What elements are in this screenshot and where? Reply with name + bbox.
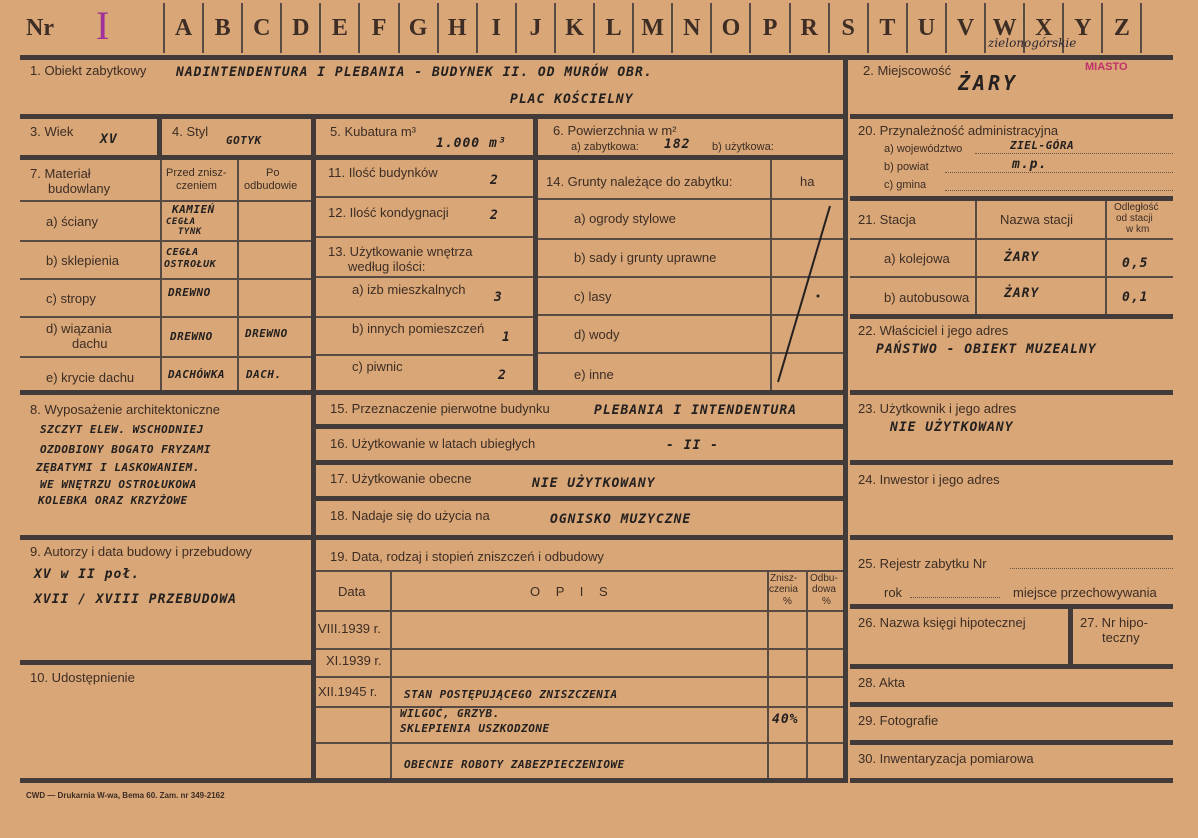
f4-label: 4. Styl <box>172 124 209 139</box>
rule <box>316 460 843 465</box>
f19-percent: 40% <box>772 712 799 727</box>
rule <box>316 316 533 318</box>
rule <box>20 778 843 783</box>
rule <box>850 535 1173 540</box>
dotted-line <box>1010 568 1173 569</box>
f7-walls-before2: CEGŁA <box>166 217 196 227</box>
f3-label: 3. Wiek <box>30 124 74 139</box>
f7-label1: 7. Materiał <box>30 166 91 181</box>
f9-line1: XV w II poł. <box>34 567 140 582</box>
f2-label: 2. Miejscowość <box>863 63 952 78</box>
rule <box>20 200 311 202</box>
dotted-line <box>910 597 1000 598</box>
f16-value: - II - <box>666 438 719 453</box>
f13-a-label: a) izb mieszkalnych <box>352 282 466 297</box>
f21-b-dist: 0,1 <box>1122 290 1149 305</box>
f11-label: 11. Ilość budynków <box>328 165 438 180</box>
rule <box>316 196 533 198</box>
f11-value: 2 <box>490 173 499 188</box>
f21-b-name: ŻARY <box>1004 286 1040 301</box>
f7-row-truss: d) wiązania <box>46 321 112 336</box>
f3-value: XV <box>100 132 118 147</box>
f14-a: a) ogrody stylowe <box>574 211 676 226</box>
f30-label: 30. Inwentaryzacja pomiarowa <box>858 751 1034 766</box>
letter-box-e: E <box>321 3 360 53</box>
f8-line5: KOLEBKA ORAZ KRZYŻOWE <box>38 494 188 507</box>
f20-label: 20. Przynależność administracyjna <box>858 123 1059 138</box>
f14-d: d) wody <box>574 327 620 342</box>
f19-opis1: STAN POSTĘPUJĄCEGO ZNISZCZENIA <box>404 688 618 701</box>
rule <box>163 3 165 53</box>
f7-truss-after: DREWNO <box>245 327 288 340</box>
rule <box>806 570 808 778</box>
nr-mark: I <box>96 3 110 48</box>
rule <box>316 276 533 278</box>
f19-col-o2: dowa <box>812 584 836 595</box>
letter-box-y: Y <box>1064 3 1103 53</box>
rule <box>20 316 311 318</box>
f8-line3: ZĘBATYMI I LASKOWANIEM. <box>36 461 200 474</box>
rule <box>850 702 1173 707</box>
f21-a-dist: 0,5 <box>1122 256 1149 271</box>
f29-label: 29. Fotografie <box>858 713 939 728</box>
f6-sub-b: b) użytkowa: <box>712 141 774 153</box>
f7-row-walls: a) ściany <box>46 214 99 229</box>
rule <box>1068 609 1073 664</box>
f27-label2: teczny <box>1102 630 1140 645</box>
f2-value: ŻARY <box>958 71 1019 95</box>
rule <box>843 55 848 783</box>
f7-vaults-before1: CEGŁA <box>166 247 199 258</box>
rule <box>316 610 843 612</box>
f21-col-dist2: od stacji <box>1116 213 1153 224</box>
f19-col-z1: Znisz- <box>770 573 798 584</box>
rule <box>850 114 1173 119</box>
f6-label: 6. Powierzchnia w m² <box>553 123 677 138</box>
f21-b-label: b) autobusowa <box>884 290 970 305</box>
dotted-line <box>945 172 1173 173</box>
f1-label: 1. Obiekt zabytkowy <box>30 63 147 78</box>
f7-walls-before1: KAMIEŃ <box>172 203 215 216</box>
f7-row-vaults: b) sklepienia <box>46 253 119 268</box>
f25-miejsce: miejsce przechowywania <box>1013 585 1157 600</box>
f7-ceilings-before1: DREWNO <box>168 286 211 299</box>
rule <box>157 114 162 160</box>
letter-box-w: W <box>986 3 1025 53</box>
rule <box>20 390 843 395</box>
rule <box>850 460 1173 465</box>
f22-label: 22. Właściciel i jego adres <box>858 323 1009 338</box>
f8-line2: OZDOBIONY BOGATO FRYZAMI <box>40 443 211 456</box>
letter-box-m: M <box>634 3 673 53</box>
f20-a-label: a) województwo <box>884 143 963 155</box>
letter-box-n: N <box>673 3 712 53</box>
letter-box-g: G <box>400 3 439 53</box>
f20-b-value: m.p. <box>1012 157 1048 172</box>
rule <box>850 314 1173 319</box>
f4-value: GOTYK <box>226 134 262 147</box>
rule <box>975 201 977 314</box>
f25-rok: rok <box>884 585 903 600</box>
rule <box>316 570 843 572</box>
letter-box-v: V <box>947 3 986 53</box>
f13-a-value: 3 <box>494 290 503 305</box>
f23-value: NIE UŻYTKOWANY <box>890 420 1014 435</box>
f27-label1: 27. Nr hipo- <box>1080 615 1148 630</box>
f13-label2: według ilości: <box>348 259 426 274</box>
letter-box-p: P <box>752 3 791 53</box>
letter-box-j: J <box>517 3 556 53</box>
f7-row-ceilings: c) stropy <box>46 291 96 306</box>
f25-label: 25. Rejestr zabytku Nr <box>858 556 987 571</box>
letter-box-d: D <box>282 3 321 53</box>
rule <box>850 740 1173 745</box>
f17-value: NIE UŻYTKOWANY <box>532 476 656 491</box>
f7-truss-before1: DREWNO <box>170 330 213 343</box>
f20-b-label: b) powiat <box>884 161 929 173</box>
f5-value: 1.000 m³ <box>436 136 507 151</box>
f7-label2: budowlany <box>48 181 111 196</box>
rule <box>850 390 1173 395</box>
nr-label: Nr <box>26 15 54 41</box>
f19-opis3: SKLEPIENIA USZKODZONE <box>400 722 550 735</box>
f18-value: OGNISKO MUZYCZNE <box>550 512 692 527</box>
letter-box-f: F <box>361 3 400 53</box>
f7-walls-before3: TYNK <box>178 227 202 237</box>
letter-box-z: Z <box>1103 3 1142 53</box>
dotted-line <box>975 153 1173 154</box>
f20-c-label: c) gmina <box>884 179 927 191</box>
f14-c: c) lasy <box>574 289 612 304</box>
f7-col1-1: Przed znisz- <box>166 167 227 179</box>
rule <box>316 742 843 744</box>
f24-label: 24. Inwestor i jego adres <box>858 472 1000 487</box>
f9-label: 9. Autorzy i data budowy i przebudowy <box>30 544 252 559</box>
rule <box>20 278 311 280</box>
letter-box-l: L <box>595 3 634 53</box>
rule <box>533 114 538 390</box>
f7-col2-2: odbudowie <box>244 180 298 192</box>
f14-label: 14. Grunty należące do zabytku: <box>546 174 733 189</box>
letter-box-r: R <box>791 3 830 53</box>
f14-b: b) sady i grunty uprawne <box>574 250 717 265</box>
f23-label: 23. Użytkownik i jego adres <box>858 401 1017 416</box>
f6-value-a: 182 <box>664 137 691 152</box>
f6-sub-a: a) zabytkowa: <box>571 141 639 153</box>
rule <box>316 676 843 678</box>
f19-date2: XI.1939 r. <box>326 653 382 668</box>
f19-opis2: WILGOĆ, GRZYB. <box>400 707 500 720</box>
f5-label: 5. Kubatura m³ <box>330 124 416 139</box>
rule <box>20 535 843 540</box>
f10-label: 10. Udostępnienie <box>30 670 135 685</box>
letter-box-u: U <box>908 3 947 53</box>
f7-col1-2: czeniem <box>176 180 217 192</box>
rule <box>850 238 1173 240</box>
f7-row-truss-2: dachu <box>72 336 108 351</box>
letter-box-h: H <box>439 3 478 53</box>
f12-label: 12. Ilość kondygnacji <box>328 205 449 220</box>
f15-label: 15. Przeznaczenie pierwotne budynku <box>330 401 550 416</box>
f15-value: PLEBANIA I INTENDENTURA <box>594 403 798 418</box>
f19-col-date: Data <box>338 584 366 599</box>
rule <box>311 114 316 778</box>
corner-note-region: zielonogórskie <box>988 36 1077 50</box>
f8-line1: SZCZYT ELEW. WSCHODNIEJ <box>40 423 204 436</box>
rule <box>20 356 311 358</box>
rule <box>316 354 533 356</box>
f19-col-opis: O P I S <box>530 584 614 599</box>
letter-box-t: T <box>869 3 908 53</box>
f21-a-label: a) kolejowa <box>884 251 950 266</box>
rule <box>767 570 769 778</box>
letter-box-b: B <box>204 3 243 53</box>
f26-label: 26. Nazwa księgi hipotecznej <box>858 615 1026 630</box>
f21-col-dist1: Odległość <box>1114 202 1159 213</box>
rule <box>850 664 1173 669</box>
rule <box>20 155 843 160</box>
f19-date1: VIII.1939 r. <box>318 621 381 636</box>
rule <box>850 604 1173 609</box>
f19-label: 19. Data, rodzaj i stopień zniszczeń i odbudowy <box>330 549 604 564</box>
rule <box>316 424 843 429</box>
strike-line <box>770 198 840 388</box>
rule <box>20 114 843 119</box>
dotted-line <box>945 190 1173 191</box>
f7-roofing-before1: DACHÓWKA <box>168 368 225 381</box>
f13-label1: 13. Użytkowanie wnętrza <box>328 244 473 259</box>
rule <box>390 570 392 778</box>
f17-label: 17. Użytkowanie obecne <box>330 471 472 486</box>
f19-col-o1: Odbu- <box>810 573 838 584</box>
rule <box>316 706 843 708</box>
f21-col-name: Nazwa stacji <box>1000 212 1073 227</box>
f14-unit: ha <box>800 174 815 189</box>
f22-value: PAŃSTWO - OBIEKT MUZEALNY <box>876 342 1097 357</box>
f16-label: 16. Użytkowanie w latach ubiegłych <box>330 436 536 451</box>
f8-line4: WE WNĘTRZU OSTROŁUKOWA <box>40 478 197 491</box>
letter-box-a: A <box>165 3 204 53</box>
f19-col-o3: % <box>822 596 831 607</box>
rule <box>850 196 1173 201</box>
letter-box-k: K <box>556 3 595 53</box>
f13-c-label: c) piwnic <box>352 359 403 374</box>
f14-e: e) inne <box>574 367 614 382</box>
rule <box>20 55 1173 60</box>
f21-a-name: ŻARY <box>1004 250 1040 265</box>
rule <box>1105 201 1107 314</box>
f19-col-z3: % <box>783 596 792 607</box>
f19-col-z2: czenia <box>769 584 798 595</box>
f18-label: 18. Nadaje się do użycia na <box>330 508 490 523</box>
f7-row-roofing: e) krycie dachu <box>46 370 135 385</box>
rule <box>850 276 1173 278</box>
f9-line2: XVII / XVIII PRZEBUDOWA <box>34 592 238 607</box>
f13-b-value: 1 <box>502 330 511 345</box>
f21-label: 21. Stacja <box>858 212 916 227</box>
printer-footer: CWD — Drukarnia W-wa, Bema 60. Zam. nr 349-2162 <box>26 791 225 800</box>
rule <box>20 660 311 665</box>
rule <box>316 236 533 238</box>
corner-note-town: MIASTO <box>1085 61 1128 73</box>
f8-label: 8. Wyposażenie architektoniczne <box>30 402 220 417</box>
rule <box>850 778 1173 783</box>
letter-box-x: X <box>1025 3 1064 53</box>
letter-box-i: I <box>478 3 517 53</box>
letter-box-s: S <box>830 3 869 53</box>
f7-vaults-before2: OSTROŁUK <box>164 259 217 270</box>
letter-box-c: C <box>243 3 282 53</box>
f28-label: 28. Akta <box>858 675 905 690</box>
rule <box>316 648 843 650</box>
rule <box>316 496 843 501</box>
f12-value: 2 <box>490 208 499 223</box>
f19-date3: XII.1945 r. <box>318 684 378 699</box>
letter-box-o: O <box>712 3 751 53</box>
f7-col2-1: Po <box>266 167 280 179</box>
rule <box>20 240 311 242</box>
f13-b-label: b) innych pomieszczeń <box>352 321 485 336</box>
f21-col-dist3: w km <box>1126 224 1150 235</box>
f19-opis4: OBECNIE ROBOTY ZABEZPIECZENIOWE <box>404 758 625 771</box>
f20-a-value: ZIEL-GÓRA <box>1010 139 1075 152</box>
f7-roofing-after: DACH. <box>246 368 282 381</box>
f13-c-value: 2 <box>498 368 507 383</box>
f1-value-line2: PLAC KOŚCIELNY <box>510 92 634 107</box>
f1-value-line1: NADINTENDENTURA I PLEBANIA - BUDYNEK II. OD MURÓW OBR. <box>176 65 653 80</box>
